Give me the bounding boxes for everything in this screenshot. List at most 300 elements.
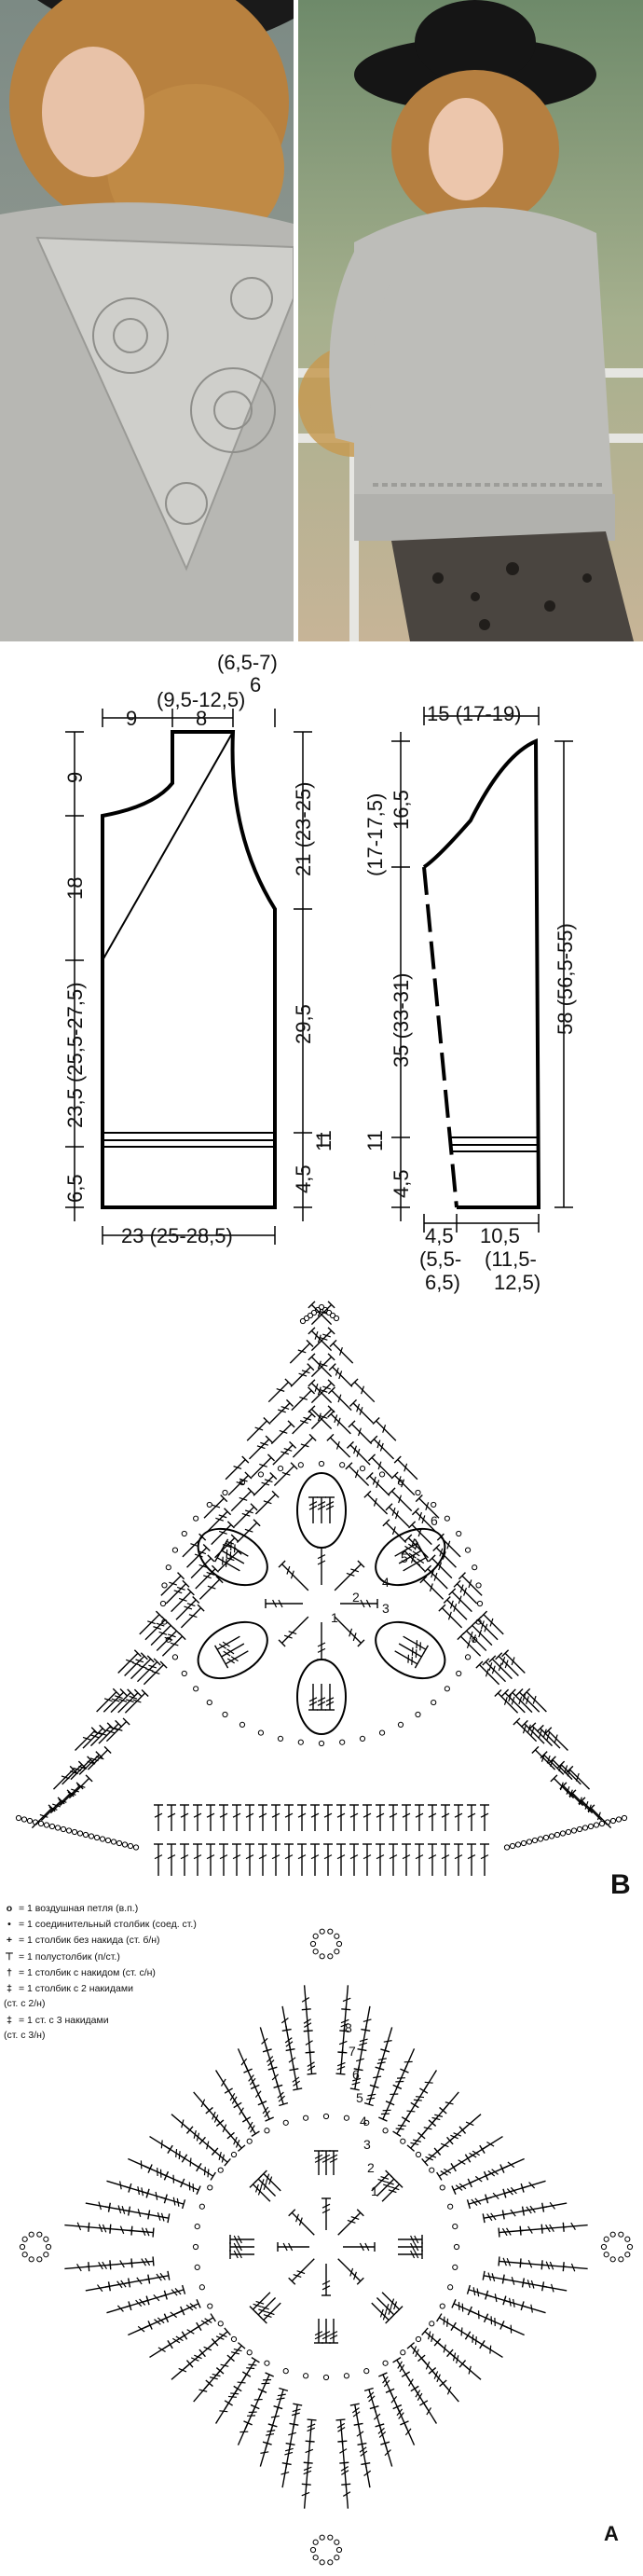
treble-stitch [325,1684,335,1710]
chain-stitch [440,2304,445,2308]
chain-stitch [379,1730,384,1735]
treble-stitch [150,2340,173,2357]
treble-stitch [411,2085,428,2108]
dim-sleeve-mid: 35 (33-31) [390,972,413,1068]
treble-stitch [191,1555,214,1578]
treble-stitch [226,2129,245,2151]
treble-stitch [125,1653,148,1676]
treble-stitch [351,1379,375,1402]
legend-symbol: • [7,1919,11,1931]
chain-stitch [44,1823,48,1827]
treble-stitch [428,1805,437,1831]
treble-stitch [569,1790,593,1813]
chain-stitch [445,1516,449,1521]
chain-stitch [549,1834,554,1839]
chain-stitch [383,2361,388,2365]
legend-text: = 1 столбик без накида (ст. б/н) [19,1935,160,1947]
treble-stitch [137,1659,160,1682]
chart-a-label: A [604,2522,619,2545]
chain-stitch [416,1490,420,1495]
dim-right-4: 11 [312,1130,335,1151]
treble-stitch [206,1805,215,1831]
treble-stitch [330,1340,353,1363]
treble-stitch [337,2441,347,2465]
treble-stitch [378,2097,392,2121]
treble-stitch [328,1387,351,1411]
treble-stitch [284,1805,294,1831]
treble-stitch [317,1684,326,1710]
treble-stitch [532,1746,555,1770]
treble-stitch [407,2343,427,2364]
treble-stitch [238,2421,252,2445]
chain-stitch [627,2244,632,2249]
treble-stitch [268,1379,292,1402]
chain-stitch [599,1821,604,1825]
legend-symbol: ‡ [7,2015,12,2027]
chain-stitch [457,1671,461,1675]
chain-stitch [313,1934,318,1938]
treble-stitch [485,2166,509,2180]
chain-stitch [37,2257,42,2262]
treble-stitch [386,2389,400,2413]
dim-sleeve-bottom-b: 10,5 [480,1224,520,1247]
chain-stitch [510,1843,514,1848]
chain-stitch [383,2128,388,2133]
treble-stitch [560,1783,583,1806]
treble-stitch [311,1354,335,1377]
treble-stitch [180,1844,189,1876]
chain-stitch [283,2120,288,2125]
chain-stitch [566,1829,570,1834]
treble-stitch [150,2137,173,2154]
chain-stitch [21,1817,26,1822]
treble-stitch [128,2158,152,2172]
treble-stitch [329,2151,338,2175]
treble-stitch [335,2419,345,2444]
treble-stitch [346,1463,369,1486]
legend-symbol: o [6,1903,13,1914]
treble-stitch [234,2099,251,2122]
chain-stitch [46,2244,50,2249]
chain-stitch [194,1687,198,1691]
chain-stitch [364,2369,369,2374]
treble-stitch [304,2006,313,2031]
treble-stitch [314,2319,323,2343]
chain-stitch [448,2204,453,2209]
treble-stitch [154,1844,163,1876]
chain-stitch [218,2168,223,2172]
treble-stitch [398,2235,422,2244]
chain-stitch [194,1516,198,1521]
treble-stitch [317,1548,326,1585]
chain-stitch [258,1730,263,1735]
treble-stitch [467,1844,476,1876]
treble-stitch [270,1399,294,1423]
treble-stitch [376,1805,385,1831]
treble-stitch [474,1617,498,1640]
chain-stitch [37,2232,42,2237]
chain-stitch [577,1826,581,1831]
chain-stitch [319,1461,323,1466]
chain-stitch [360,1736,364,1741]
treble-stitch [209,2328,230,2348]
treble-stitch [79,1752,103,1775]
back-view-photo [0,0,294,641]
chain-stitch [265,2361,269,2365]
treble-stitch [271,1844,280,1876]
treble-stitch [274,1463,297,1486]
chain-stitch [83,1832,88,1837]
treble-stitch [196,1565,219,1589]
chain-stitch [61,1826,65,1831]
treble-stitch [363,1844,372,1876]
chain-stitch [298,1740,303,1744]
dim-right-3: 4,5 [292,1164,315,1193]
legend-text: = 1 воздушная петля (в.п.) [19,1903,139,1914]
chain-stitch [122,1842,127,1847]
treble-stitch [499,2256,523,2266]
treble-stitch [144,1661,167,1685]
treble-stitch [234,1504,257,1527]
treble-stitch [422,2146,444,2166]
treble-stitch [382,2293,403,2313]
chain-stitch [265,2128,269,2133]
chain-stitch [571,1828,576,1833]
chain-stitch [416,2336,420,2341]
treble-stitch [83,1725,106,1748]
dim-right-1: 21 (23-25) [292,781,315,876]
chain-stitch [328,1954,333,1959]
treble-stitch [444,1596,467,1619]
chain-stitch [283,2369,288,2374]
treble-stitch [245,1805,254,1831]
dim-sleeve-cap-b: 16,5 [390,790,413,830]
chain-stitch [616,1817,621,1822]
chain-stitch [320,2535,324,2540]
treble-stitch [376,1844,385,1876]
chain-stitch [465,1548,470,1552]
treble-stitch [322,2264,331,2295]
treble-stitch [485,2314,509,2328]
treble-stitch [258,1805,267,1831]
chain-stitch [323,2375,328,2379]
round-number: 5 [401,1550,408,1565]
chain-stitch [401,2139,405,2143]
treble-stitch [343,2242,375,2252]
dim-neck-2: 6 [250,673,262,696]
treble-stitch [347,1441,370,1465]
treble-stitch [325,1497,335,1523]
chain-stitch [247,2139,252,2143]
chain-stitch [231,2336,236,2341]
treble-stitch [480,1805,489,1831]
chain-stitch [72,1829,76,1834]
chain-stitch [453,2265,458,2269]
treble-stitch [183,1534,206,1557]
treble-stitch [154,1805,163,1831]
chain-stitch [560,1831,565,1836]
treble-stitch [106,1718,130,1742]
treble-stitch [386,2081,400,2105]
treble-stitch [454,1844,463,1876]
treble-stitch [393,2358,410,2381]
treble-stitch [454,1805,463,1831]
treble-stitch [145,1617,169,1640]
dim-left-1: 9 [63,771,87,783]
treble-stitch [64,2262,89,2271]
chain-stitch [477,1601,482,1605]
chain-stitch [111,1839,116,1844]
treble-stitch [322,2198,331,2230]
treble-stitch [293,1411,316,1434]
treble-stitch [255,1491,279,1514]
chain-stitch [360,1467,364,1471]
dim-top-left: 9 [126,707,138,730]
chain-stitch [543,1835,548,1839]
treble-stitch [393,2114,410,2137]
treble-stitch [108,2258,132,2267]
treble-stitch [520,2258,544,2267]
treble-stitch [297,1844,307,1876]
chain-stitch [193,2244,198,2249]
chain-stitch [22,2237,27,2241]
treble-stitch [228,1472,252,1495]
dim-sleeve-bottom-a: 4,5 [425,1224,454,1247]
legend-symbol: ⊤ [5,1950,14,1963]
treble-stitch [400,2048,414,2073]
treble-stitch [180,1805,189,1831]
treble-stitch [476,1661,499,1685]
dim-left-2: 18 [63,876,87,900]
treble-stitch [130,2228,154,2238]
treble-stitch [349,1844,359,1876]
treble-stitch [451,2155,474,2171]
chain-stitch [310,1941,315,1946]
chain-stitch [298,1463,303,1467]
chain-stitch [100,1837,104,1841]
treble-stitch [341,1985,350,2009]
treble-stitch [176,2181,200,2195]
chain-stitch [344,2115,349,2120]
treble-stitch [437,2314,460,2331]
dim-sleeve-cap-a: (17-17,5) [363,792,387,876]
treble-stitch [335,2050,345,2074]
treble-stitch [437,2163,460,2180]
round-number: 6 [431,1513,438,1528]
treble-stitch [483,1659,506,1682]
chain-stitch [49,1824,54,1828]
treble-stitch [157,1628,180,1651]
treble-stitch [420,1577,444,1600]
chain-stitch [588,1824,593,1828]
treble-stitch [329,1364,352,1387]
treble-stitch [304,2462,313,2486]
treble-stitch [349,1399,373,1423]
treble-stitch [338,2210,364,2236]
chain-stitch [538,1837,542,1841]
treble-stitch [389,1488,412,1511]
chain-stitch [445,1687,449,1691]
treble-stitch [349,1421,372,1444]
treble-stitch [90,1723,114,1746]
treble-stitch [341,2484,350,2508]
treble-stitch [245,2405,259,2430]
chain-stitch [320,1929,324,1934]
chain-stitch [453,2224,458,2228]
chain-stitch [182,1671,186,1675]
chain-stitch [457,1531,461,1536]
round-number: 2 [352,1590,360,1605]
treble-stitch [415,1805,424,1831]
chain-stitch [172,1655,177,1660]
treble-stitch [468,2307,492,2321]
body-piece-outline [103,732,275,1207]
treble-stitch [69,1775,92,1798]
chain-stitch [239,1722,244,1727]
chain-stitch [38,1821,43,1825]
treble-stitch [260,2373,274,2397]
treble-stitch [308,2419,317,2444]
chain-stitch [247,2350,252,2355]
treble-stitch [398,2250,422,2259]
chain-stitch [527,1839,531,1844]
chain-stitch [610,2232,615,2237]
chain-stitch [335,2555,339,2560]
treble-stitch [378,2373,392,2397]
chain-stitch [465,1655,470,1660]
treble-stitch [322,2319,331,2343]
chain-stitch [218,2321,223,2326]
treble-stitch [428,1844,437,1876]
treble-stitch [230,2242,254,2252]
treble-stitch [289,2210,315,2236]
chain-stitch [619,2257,623,2262]
round-number: 3 [363,2137,371,2152]
dim-sleeve-top: 15 (17-19) [427,702,522,725]
treble-stitch [193,1844,202,1876]
chain-stitch [319,1741,323,1745]
treble-stitch [302,1985,311,2009]
treble-stitch [545,1728,568,1751]
chart-b-label: B [610,1869,631,1900]
dim-right-2: 29,5 [292,1004,315,1044]
treble-stitch [144,2166,169,2180]
treble-stitch [458,1573,482,1596]
treble-stitch [209,2146,230,2166]
chain-stitch [313,2540,318,2544]
round-number: 4 [382,1575,390,1590]
treble-stitch [75,1728,99,1751]
treble-stitch [232,1844,241,1876]
treble-stitch [419,2401,436,2424]
treble-stitch [231,1488,254,1511]
legend-subtext: (ст. с 2/н) [4,1998,46,2010]
treble-stitch [335,1617,364,1646]
treble-stitch [458,1633,481,1657]
treble-stitch [238,2048,252,2073]
chain-stitch [208,2304,212,2308]
treble-stitch [234,2372,251,2395]
chain-stitch [340,1463,345,1467]
legend-symbol: † [7,1966,12,1978]
treble-stitch [260,2303,280,2323]
treble-stitch [402,2099,418,2122]
chain-stitch [44,2252,48,2257]
treble-stitch [451,2322,474,2339]
chain-stitch [94,1835,99,1839]
treble-stitch [284,1844,294,1876]
chain-stitch [162,1583,167,1588]
treble-stitch [225,2085,241,2108]
crochet-chart-a [0,1893,643,2576]
dim-bottom: 23 (25-28,5) [121,1224,233,1247]
chain-stitch [335,1934,339,1938]
treble-stitch [467,1805,476,1831]
treble-stitch [328,1411,351,1434]
chain-stitch [22,2252,27,2257]
chain-stitch [398,1722,403,1727]
chain-stitch [278,1736,282,1741]
treble-stitch [393,2065,407,2089]
treble-stitch [64,2223,89,2232]
chain-stitch [476,1583,481,1588]
treble-stitch [335,1561,364,1591]
treble-stitch [441,1805,450,1831]
chain-stitch [195,2224,199,2228]
treble-stitch [322,2151,331,2175]
treble-stitch [279,1561,308,1591]
dim-sleeve-bottom-f: 12,5) [494,1271,541,1294]
treble-stitch [499,2228,523,2238]
treble-stitch [167,1844,176,1876]
treble-stitch [400,2421,414,2445]
legend-text: = 1 полустолбик (п/ст.) [19,1950,120,1963]
treble-stitch [293,1434,316,1457]
treble-stitch [323,1805,333,1831]
chain-stitch [340,1740,345,1744]
treble-stitch [271,1421,294,1444]
dim-left-4: 6,5 [63,1174,87,1203]
treble-stitch [338,2259,364,2285]
treble-stitch [329,2319,338,2343]
chain-stitch [430,2321,434,2326]
treble-stitch [164,2332,187,2349]
chain-stitch [231,2152,236,2156]
chain-stitch [320,1954,324,1959]
chain-stitch [532,1838,537,1842]
treble-stitch [306,2029,315,2053]
treble-stitch [496,1653,519,1676]
chain-stitch [160,1601,165,1605]
treble-stitch [245,1844,254,1876]
treble-stitch [480,2137,503,2154]
treble-stitch [310,1844,320,1876]
treble-stitch [308,1354,332,1377]
chain-stitch [310,2547,315,2552]
round-number: 3 [382,1601,390,1616]
treble-stitch [290,1340,313,1363]
treble-stitch [289,2259,315,2285]
treble-stitch [258,1844,267,1876]
chain-stitch [182,1531,186,1536]
chain-stitch [208,2185,212,2190]
legend-symbol: + [6,1935,13,1947]
chain-stitch [199,2285,204,2290]
treble-stitch [454,1580,477,1604]
treble-stitch [130,2256,154,2266]
chain-stitch [258,1472,263,1477]
legend-symbol: ‡ [7,1982,12,1994]
